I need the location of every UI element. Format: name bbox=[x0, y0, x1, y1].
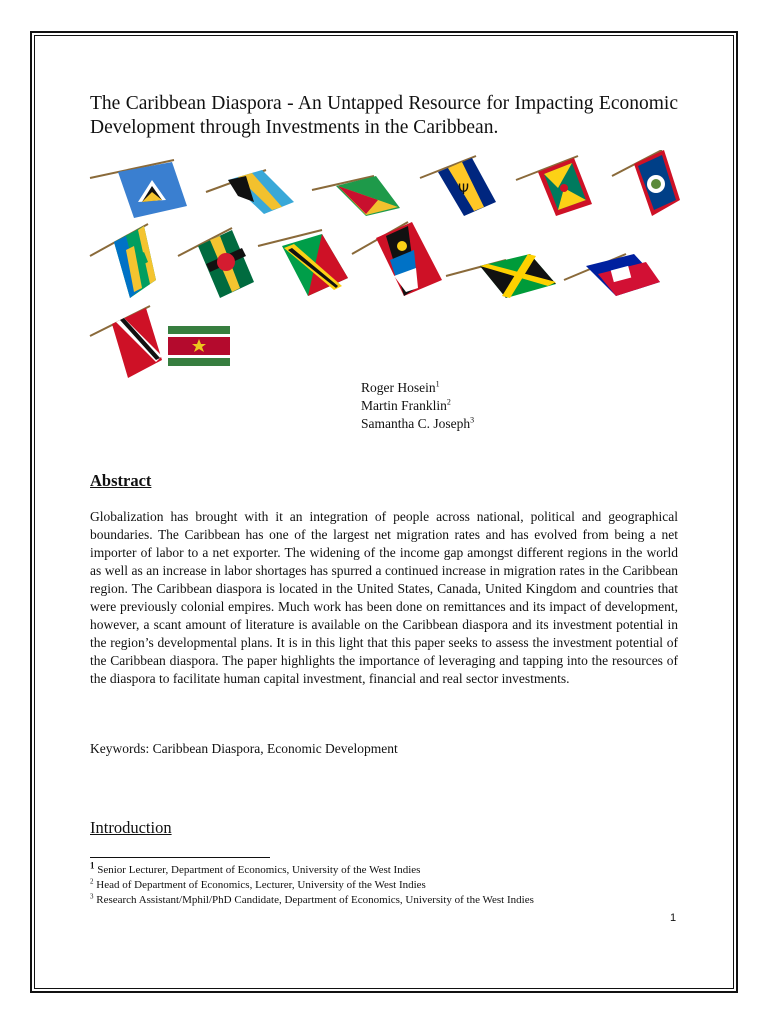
author-3: Samantha C. Joseph$^3$ bbox=[361, 415, 475, 431]
abstract-heading: Abstract bbox=[90, 471, 152, 490]
svg-text:Ψ: Ψ bbox=[458, 182, 470, 198]
jamaica-flag bbox=[446, 254, 556, 298]
footnotes bbox=[90, 860, 534, 908]
barbados-flag bbox=[420, 156, 496, 216]
paper-title: The Caribbean Diaspora - An Untapped Resource for Impacting Economic Development through Investments in the Caribbean. bbox=[90, 93, 678, 138]
keywords: Keywords: Caribbean Diaspora, Economic Development bbox=[90, 741, 398, 756]
introduction-heading: Introduction bbox=[90, 818, 172, 837]
author-list bbox=[361, 379, 474, 433]
saint-vincent-flag bbox=[90, 224, 156, 298]
saint-lucia-flag bbox=[90, 160, 187, 218]
footnote-divider bbox=[90, 857, 270, 858]
abstract-body: Globalization has brought with it an integration of people across national, political and geographical boundaries. The Caribbean has one of the largest net migration rates and has evolved from being a net importer of labor to a net exporter. The widening of the income gap amongst different regions in the world as well as an increase in labor shortages has spurred a continued increase in migration rates in the Caribbean region. The Caribbean diaspora is located in the United States, Canada, United Kingdom and countries that were previously colonial empires. Much work has been done on remittances and its impact of development, however, a scant amount of literature is available on the Caribbean diaspora and its investment potential in the region’s developmental plans. It is in this light that this paper seeks to assess the investment potential of the Caribbean diaspora. The paper highlights the importance of leveraging and tapping into the resources of the diaspora to facilitate human capital investment, financial and real sector investments. bbox=[90, 509, 678, 686]
footnote-3: $^3$ Research Assistant/Mphil/PhD Candidate, Department of Economics, University of the West Indies bbox=[90, 892, 534, 906]
belize-flag bbox=[612, 150, 680, 216]
author-2: Martin Franklin$^2$ bbox=[361, 397, 451, 413]
dominica-flag bbox=[178, 228, 254, 298]
bahamas-flag bbox=[206, 170, 294, 214]
grenada-flag bbox=[516, 156, 592, 216]
saint-kitts-nevis-flag bbox=[258, 230, 348, 296]
caribbean-flags-image bbox=[86, 150, 686, 382]
guyana-flag bbox=[312, 176, 400, 216]
footnote-1: $^1$ Senior Lecturer, Department of Economics, University of the West Indies bbox=[90, 860, 421, 876]
suriname-flag bbox=[168, 326, 230, 366]
antigua-barbuda-flag bbox=[352, 222, 442, 296]
author-1: Roger Hosein$^1$ bbox=[361, 379, 440, 395]
footnote-2: $^2$ Head of Department of Economics, Lecturer, University of the West Indies bbox=[90, 877, 426, 891]
page-number: 1 bbox=[670, 912, 677, 924]
trinidad-tobago-flag bbox=[90, 306, 162, 378]
haiti-flag bbox=[564, 254, 660, 296]
